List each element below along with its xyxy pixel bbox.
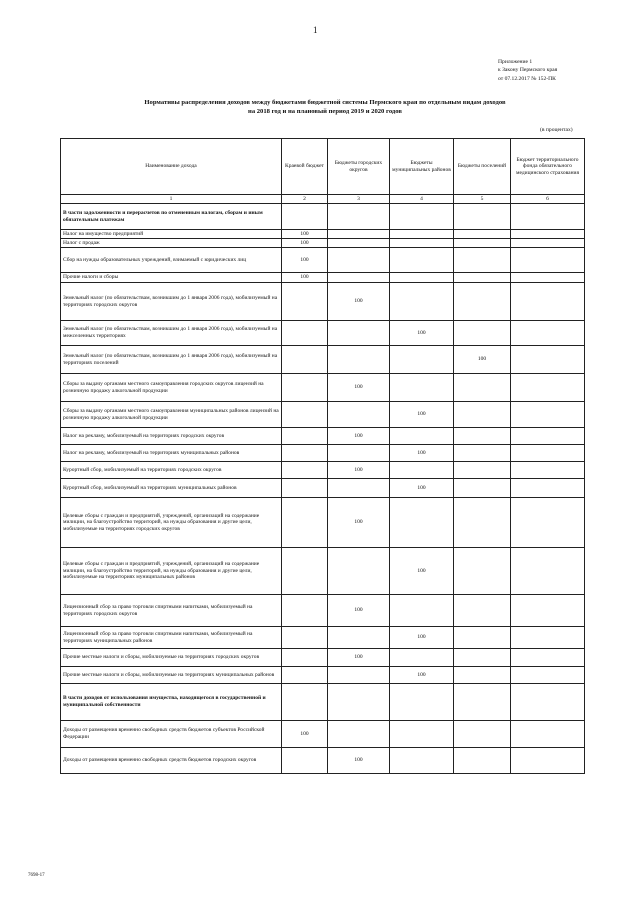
table-row xyxy=(61,248,585,273)
norm-value: 100 xyxy=(282,721,328,748)
norm-value xyxy=(390,239,454,248)
column-header: Наименование дохода xyxy=(61,139,282,195)
norm-value xyxy=(328,230,390,239)
norm-value: 100 xyxy=(390,548,454,595)
norm-value xyxy=(454,649,511,667)
norm-value xyxy=(282,321,328,346)
norm-value xyxy=(454,230,511,239)
norm-value: 100 xyxy=(328,649,390,667)
table-row xyxy=(61,748,585,774)
norm-value: 100 xyxy=(328,748,390,774)
norm-value: 100 xyxy=(390,321,454,346)
norm-value xyxy=(511,248,585,273)
document-title xyxy=(90,98,560,116)
table-row xyxy=(61,667,585,684)
norm-value xyxy=(390,684,454,721)
norm-value xyxy=(390,204,454,230)
norm-value xyxy=(328,321,390,346)
appendix-line: Приложение 1 xyxy=(498,59,533,65)
norm-value: 100 xyxy=(328,462,390,479)
income-name: Лицензионный сбор за право торговли спиртными напитками, мобилизуемый на территориях городских округов xyxy=(61,595,282,627)
norm-value xyxy=(454,321,511,346)
norm-value xyxy=(282,649,328,667)
income-name: Прочие налоги и сборы xyxy=(61,273,282,283)
norm-value xyxy=(511,239,585,248)
norm-value xyxy=(328,402,390,428)
income-name: Сбор на нужды образовательных учреждений, взимаемый с юридических лиц xyxy=(61,248,282,273)
norm-value xyxy=(454,402,511,428)
norm-value xyxy=(282,667,328,684)
norm-value xyxy=(511,667,585,684)
norm-value xyxy=(454,748,511,774)
norm-value: 100 xyxy=(390,445,454,462)
norm-value xyxy=(282,445,328,462)
norm-value xyxy=(390,346,454,374)
norm-value xyxy=(454,445,511,462)
norm-value xyxy=(328,239,390,248)
norm-value xyxy=(390,748,454,774)
page-number: 1 xyxy=(313,25,318,35)
table-row xyxy=(61,402,585,428)
table-row xyxy=(61,239,585,248)
norm-value xyxy=(454,721,511,748)
norm-value xyxy=(511,462,585,479)
table-row xyxy=(61,627,585,649)
title-line: Нормативы распределения доходов между бюджетами бюджетной системы Пермского края по отдельным видам доходов xyxy=(144,99,506,106)
column-number: 4 xyxy=(390,195,454,204)
norm-value xyxy=(511,230,585,239)
norm-value xyxy=(282,374,328,402)
norm-value xyxy=(282,346,328,374)
norm-value xyxy=(390,283,454,321)
norm-value xyxy=(454,498,511,548)
norm-value xyxy=(282,595,328,627)
norm-value xyxy=(511,273,585,283)
table-row xyxy=(61,321,585,346)
norm-value xyxy=(282,748,328,774)
column-header: Бюджеты городских округов xyxy=(328,139,390,195)
income-name: Целевые сборы с граждан и предприятий, учреждений, организаций на содержание милиции, на благоустройство территорий, на нужды образования и другие цели, мобилизуемые на территориях городских округов xyxy=(61,498,282,548)
norm-value: 100 xyxy=(282,273,328,283)
units-note: (в процентах) xyxy=(540,127,573,133)
norm-value xyxy=(328,667,390,684)
revenue-norms-table xyxy=(60,138,585,774)
norm-value xyxy=(282,204,328,230)
norm-value xyxy=(454,283,511,321)
column-header: Бюджет территориального фонда обязательного медицинского страхования xyxy=(511,139,585,195)
column-number: 1 xyxy=(61,195,282,204)
norm-value xyxy=(282,462,328,479)
table-row xyxy=(61,230,585,239)
norm-value: 100 xyxy=(282,230,328,239)
income-name: Прочие местные налоги и сборы, мобилизуемые на территориях городских округов xyxy=(61,649,282,667)
norm-value xyxy=(282,627,328,649)
norm-value xyxy=(282,548,328,595)
norm-value xyxy=(328,548,390,595)
norm-value xyxy=(454,479,511,498)
footer-code: 7698-17 xyxy=(28,873,45,878)
norm-value xyxy=(511,321,585,346)
norm-value xyxy=(390,462,454,479)
appendix-note xyxy=(498,58,557,83)
norm-value xyxy=(282,498,328,548)
norm-value: 100 xyxy=(328,374,390,402)
column-number: 6 xyxy=(511,195,585,204)
table-header-row xyxy=(61,139,585,195)
norm-value xyxy=(511,721,585,748)
table-row xyxy=(61,479,585,498)
norm-value xyxy=(511,283,585,321)
norm-value xyxy=(390,428,454,445)
norm-value xyxy=(454,684,511,721)
norm-value xyxy=(282,479,328,498)
table-row xyxy=(61,649,585,667)
column-header: Краевой бюджет xyxy=(282,139,328,195)
income-name: Курортный сбор, мобилизуемый на территориях муниципальных районов xyxy=(61,479,282,498)
norm-value xyxy=(328,479,390,498)
income-name: Земельный налог (по обязательствам, возникшим до 1 января 2006 года), мобилизуемый на территориях поселений xyxy=(61,346,282,374)
column-number: 3 xyxy=(328,195,390,204)
norm-value: 100 xyxy=(328,498,390,548)
table-row xyxy=(61,273,585,283)
norm-value xyxy=(511,498,585,548)
table-row xyxy=(61,721,585,748)
table-row xyxy=(61,374,585,402)
income-name: Налог с продаж xyxy=(61,239,282,248)
column-number: 2 xyxy=(282,195,328,204)
norm-value xyxy=(328,204,390,230)
income-name: Налог на рекламу, мобилизуемый на территориях городских округов xyxy=(61,428,282,445)
title-line: на 2018 год и на плановый период 2019 и 2020 годов xyxy=(248,108,402,115)
norm-value xyxy=(282,684,328,721)
norm-value xyxy=(390,721,454,748)
norm-value xyxy=(282,283,328,321)
norm-value xyxy=(328,273,390,283)
norm-value xyxy=(454,204,511,230)
norm-value: 100 xyxy=(390,627,454,649)
income-name: Сборы за выдачу органами местного самоуправления муниципальных районов лицензий на розничную продажу алкогольной продукции xyxy=(61,402,282,428)
column-number: 5 xyxy=(454,195,511,204)
table-row xyxy=(61,428,585,445)
table-row xyxy=(61,548,585,595)
norm-value xyxy=(454,462,511,479)
income-name: Налог на имущество предприятий xyxy=(61,230,282,239)
column-header: Бюджеты муниципальных районов xyxy=(390,139,454,195)
norm-value xyxy=(454,239,511,248)
table-row xyxy=(61,462,585,479)
norm-value: 100 xyxy=(454,346,511,374)
norm-value xyxy=(390,230,454,239)
norm-value xyxy=(328,684,390,721)
norm-value: 100 xyxy=(390,667,454,684)
norm-value: 100 xyxy=(282,248,328,273)
column-header: Бюджеты поселений xyxy=(454,139,511,195)
income-name: Лицензионный сбор за право торговли спиртными напитками, мобилизуемый на территориях муниципальных районов xyxy=(61,627,282,649)
norm-value xyxy=(511,445,585,462)
norm-value xyxy=(511,748,585,774)
norm-value: 100 xyxy=(328,595,390,627)
norm-value xyxy=(511,684,585,721)
norm-value xyxy=(328,248,390,273)
table-row xyxy=(61,283,585,321)
income-name: Земельный налог (по обязательствам, возникшим до 1 января 2006 года), мобилизуемый на территориях городских округов xyxy=(61,283,282,321)
norm-value xyxy=(454,374,511,402)
norm-value xyxy=(390,374,454,402)
norm-value xyxy=(511,548,585,595)
norm-value xyxy=(390,595,454,627)
norm-value xyxy=(390,498,454,548)
norm-value xyxy=(511,204,585,230)
norm-value xyxy=(328,346,390,374)
norm-value xyxy=(454,548,511,595)
income-name: Целевые сборы с граждан и предприятий, учреждений, организаций на содержание милиции, на благоустройство территорий, на нужды образования и другие цели, мобилизуемые на территориях муниципальных районов xyxy=(61,548,282,595)
norm-value: 100 xyxy=(328,428,390,445)
norm-value xyxy=(390,649,454,667)
norm-value xyxy=(511,374,585,402)
table-row xyxy=(61,498,585,548)
table-row xyxy=(61,445,585,462)
norm-value: 100 xyxy=(328,283,390,321)
norm-value xyxy=(454,248,511,273)
income-name: Курортный сбор, мобилизуемый на территориях городских округов xyxy=(61,462,282,479)
section-heading: В части доходов от использования имущества, находящегося в государственной и муниципальной собственности xyxy=(61,684,282,721)
income-name: Земельный налог (по обязательствам, возникшим до 1 января 2006 года), мобилизуемый на межселенных территориях xyxy=(61,321,282,346)
income-name: Прочие местные налоги и сборы, мобилизуемые на территориях муниципальных районов xyxy=(61,667,282,684)
norm-value xyxy=(454,273,511,283)
norm-value xyxy=(454,428,511,445)
norm-value: 100 xyxy=(390,402,454,428)
norm-value xyxy=(511,402,585,428)
norm-value xyxy=(390,273,454,283)
norm-value xyxy=(328,721,390,748)
norm-value xyxy=(454,595,511,627)
norm-value xyxy=(282,402,328,428)
norm-value xyxy=(511,595,585,627)
norm-value xyxy=(511,346,585,374)
column-number-row xyxy=(61,195,585,204)
income-name: Налог на рекламу, мобилизуемый на территориях муниципальных районов xyxy=(61,445,282,462)
norm-value xyxy=(511,479,585,498)
norm-value xyxy=(511,649,585,667)
income-name: Сборы за выдачу органами местного самоуправления городских округов лицензий на розничную продажу алкогольной продукции xyxy=(61,374,282,402)
appendix-line: к Закону Пермского края xyxy=(498,67,558,74)
income-name: Доходы от размещения временно свободных средств бюджетов городских округов xyxy=(61,748,282,774)
income-name: Доходы от размещения временно свободных средств бюджетов субъектов Российской Федерации xyxy=(61,721,282,748)
norm-value: 100 xyxy=(390,479,454,498)
section-row xyxy=(61,684,585,721)
norm-value xyxy=(454,667,511,684)
norm-value xyxy=(511,428,585,445)
norm-value xyxy=(511,627,585,649)
norm-value xyxy=(390,248,454,273)
section-row xyxy=(61,204,585,230)
norm-value: 100 xyxy=(282,239,328,248)
table-row xyxy=(61,346,585,374)
section-heading: В части задолженности и перерасчетов по отмененным налогам, сборам и иным обязательным платежам xyxy=(61,204,282,230)
appendix-line: от 07.12.2017 № 152-ПК xyxy=(498,75,556,82)
table-row xyxy=(61,595,585,627)
norm-value xyxy=(282,428,328,445)
norm-value xyxy=(328,627,390,649)
norm-value xyxy=(454,627,511,649)
norm-value xyxy=(328,445,390,462)
